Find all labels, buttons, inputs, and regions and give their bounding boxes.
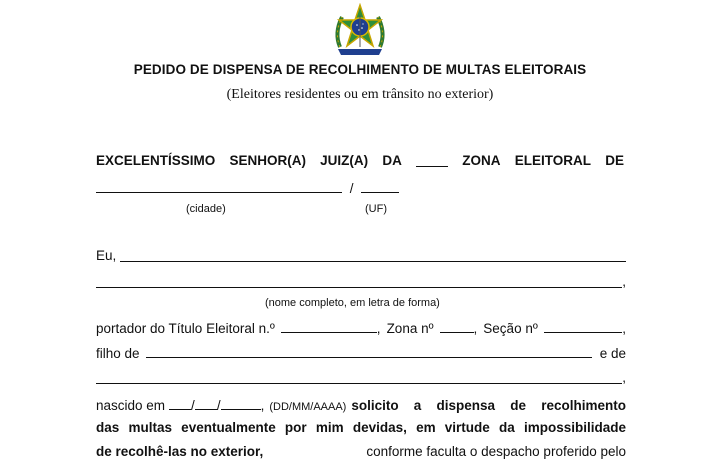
city-field[interactable] [96, 179, 342, 193]
uf-field[interactable] [361, 179, 399, 193]
request-text-3b: conforme faculta o despacho proferido pelo [366, 444, 626, 459]
address-word: DE [605, 153, 624, 168]
slash-separator: / [349, 181, 354, 196]
full-name-field-2[interactable] [96, 274, 622, 288]
uf-caption: (UF) [365, 203, 387, 215]
date-format-hint: (DD/MM/AAAA) [269, 401, 347, 413]
secao-label: Seção nº [483, 321, 538, 336]
document-title: PEDIDO DE DISPENSA DE RECOLHIMENTO DE MULTAS ELEITORAIS [133, 62, 587, 77]
request-text-1: solicito a dispensa de recolhimento [351, 398, 626, 413]
zona-label: Zona nº [386, 321, 434, 336]
mother-line: , [96, 370, 626, 385]
address-line [96, 153, 624, 168]
name-line [96, 248, 626, 263]
request-text-3a: de recolhê-las no exterior, [96, 444, 264, 459]
eu-label: Eu, [96, 248, 117, 263]
zona-field[interactable] [440, 319, 474, 333]
address-word: SENHOR(A) [229, 153, 306, 168]
name-caption: (nome completo, em letra de forma) [265, 297, 440, 309]
city-caption: (cidade) [186, 203, 226, 215]
e-de-label: e de [599, 346, 626, 361]
brazil-coat-of-arms-icon [330, 3, 390, 57]
birth-day-field[interactable] [169, 396, 191, 410]
address-word: ZONA [462, 153, 501, 168]
father-line [96, 344, 626, 361]
address-word: EXCELENTÍSSIMO [96, 153, 216, 168]
request-line-3 [96, 444, 626, 459]
nascido-label: nascido em [96, 398, 166, 413]
address-word: ELEITORAL [514, 153, 591, 168]
voter-id-field[interactable] [281, 319, 377, 333]
filho-label: filho de [96, 346, 140, 361]
address-word: JUIZ(A) [320, 153, 369, 168]
voter-id-label: portador do Título Eleitoral n.º [96, 321, 275, 336]
city-uf-line [96, 179, 399, 196]
voter-id-line: portador do Título Eleitoral n.º , Zona nº , Seção nº , [96, 321, 626, 336]
birth-month-field[interactable] [195, 396, 217, 410]
birth-line: nascido em / / , (DD/MM/AAAA) solicito a dispensa de recolhimento [96, 398, 626, 413]
birth-year-field[interactable] [221, 396, 261, 410]
mother-name-field[interactable] [96, 370, 622, 384]
zona-number-field[interactable] [416, 153, 448, 167]
address-word: DA [382, 153, 402, 168]
father-name-field[interactable] [146, 344, 592, 358]
full-name-field[interactable] [120, 248, 626, 262]
secao-field[interactable] [544, 319, 622, 333]
request-text-2: das multas eventualmente por mim devidas, em virtude da impossibilidade [96, 420, 626, 435]
name-line-2: , [96, 274, 626, 289]
document-subtitle: (Eleitores residentes ou em trânsito no exterior) [226, 87, 494, 102]
